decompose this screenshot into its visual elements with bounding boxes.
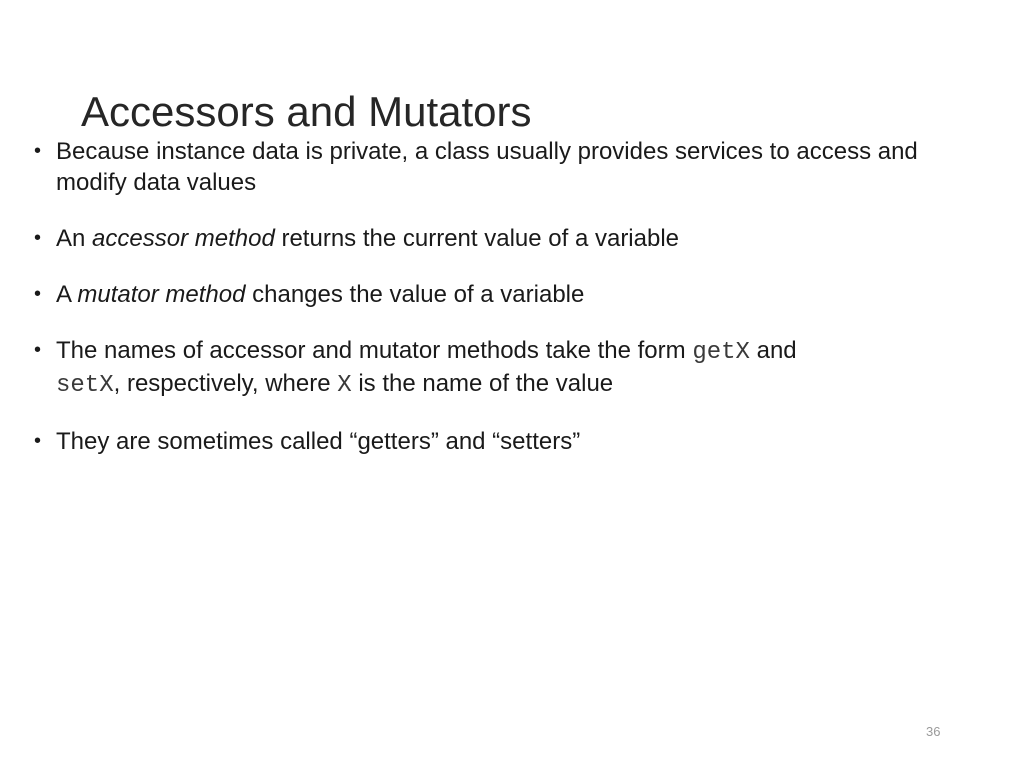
- bullet-text-prefix: A: [56, 281, 78, 308]
- bullet-list: [34, 136, 979, 457]
- bullet-text: Because instance data is private, a class usually provides services to access and modify data values: [56, 138, 918, 196]
- bullet-text-part: The names of accessor and mutator methods take the form: [56, 337, 693, 364]
- term-mutator-method: mutator method: [77, 281, 246, 308]
- page-number: 36: [926, 724, 941, 739]
- term-accessor-method: accessor method: [92, 225, 275, 252]
- code-getx: getX: [692, 339, 750, 366]
- bullet-text-suffix: changes the value of a variable: [245, 281, 585, 308]
- bullet-item-getters-setters: [34, 426, 979, 457]
- bullet-text-part: is the name of the value: [351, 370, 614, 397]
- bullet-icon: •: [34, 140, 42, 162]
- bullet-item-mutator: [34, 279, 979, 310]
- bullet-text-prefix: An: [56, 225, 93, 252]
- bullet-item-accessor: [34, 223, 979, 254]
- code-x: X: [337, 372, 352, 399]
- slide-title: Accessors and Mutators: [81, 88, 532, 135]
- bullet-text-part: , respectively, where: [113, 370, 338, 397]
- bullet-text-suffix: returns the current value of a variable: [274, 225, 680, 252]
- bullet-icon: •: [34, 430, 42, 452]
- bullet-text-part: and: [749, 337, 797, 364]
- bullet-item-instance-data: [34, 136, 979, 198]
- code-setx: setX: [56, 372, 114, 399]
- bullet-item-naming: [34, 335, 979, 401]
- bullet-icon: •: [34, 339, 42, 361]
- bullet-icon: •: [34, 227, 42, 249]
- bullet-icon: •: [34, 283, 42, 305]
- bullet-text: They are sometimes called “getters” and “setters”: [56, 428, 581, 455]
